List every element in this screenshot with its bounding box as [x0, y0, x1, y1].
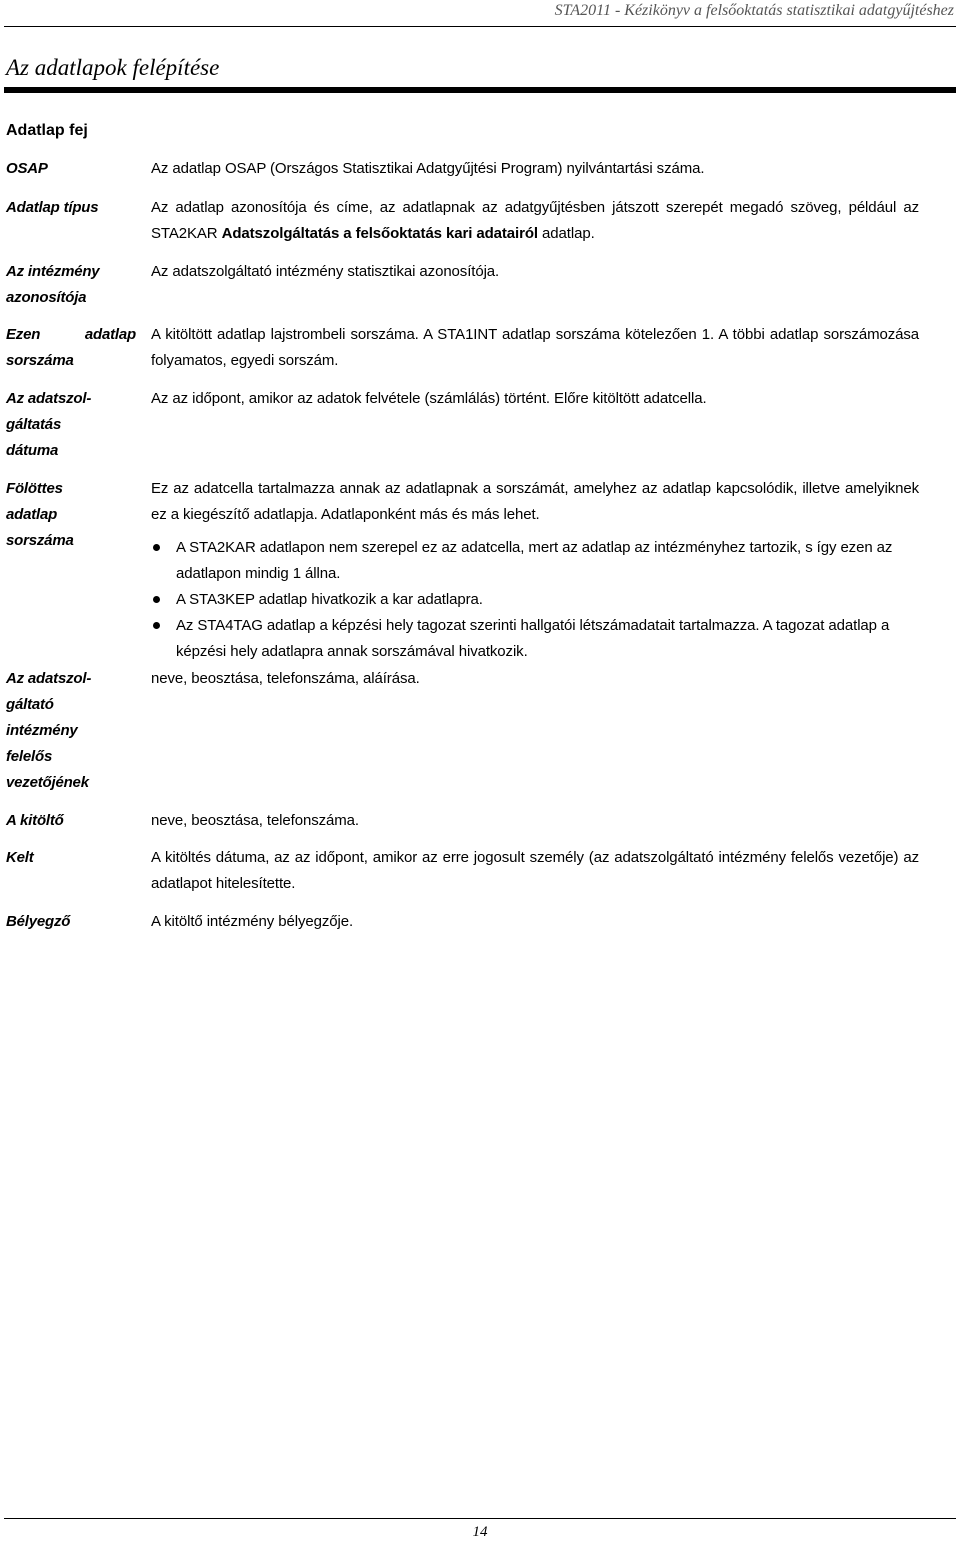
term-belyegzo: [6, 909, 136, 935]
desc-kitolto: neve, beosztása, telefonszáma.: [151, 812, 359, 829]
folottes-bullet-list: [151, 535, 919, 665]
term-kelt: [6, 845, 136, 871]
term-adatlap-tipus-label: Adatlap típus: [6, 199, 99, 216]
term-line: sorszáma: [6, 352, 74, 369]
term-line: Fölöttes: [6, 480, 63, 497]
header-divider: [4, 26, 956, 27]
term-osap-label: OSAP: [6, 160, 48, 177]
term-line: sorszáma: [6, 532, 74, 549]
desc-adatszolgaltatas-datuma: Az az időpont, amikor az adatok felvétele (számlálás) történt. Előre kitöltött adatcella.: [151, 390, 707, 407]
desc-adatlap-tipus: [151, 195, 919, 247]
term-line: Az intézmény: [6, 263, 100, 280]
term-kitolto-label: A kitöltő: [6, 812, 64, 829]
term-line: gáltatás: [6, 416, 62, 433]
title-divider: [4, 87, 956, 93]
term-line: vezetőjének: [6, 774, 89, 791]
term-line: [6, 322, 136, 348]
list-item: A STA2KAR adatlapon nem szerepel ez az adatcella, mert az adatlap az intézményhez tartozik, s így ezen az adatlapon mindig 1 állna.: [151, 535, 919, 587]
page-number: 14: [472, 1524, 488, 1540]
desc-adatlap-tipus-end: adatlap.: [537, 225, 595, 242]
running-header: STA2011 - Kézikönyv a felsőoktatás statisztikai adatgyűjtéshez: [554, 2, 954, 19]
page-title: Az adatlapok felépítése: [6, 55, 220, 80]
term-word: Ezen: [6, 326, 41, 343]
term-adatlap-sorszama: [6, 322, 136, 374]
desc-adatlap-tipus-text: Az adatlap azonosítója és címe, az adatlapnak az adatgyűjtésben játszott szerepét megadó szöveg, például az STA2KAR: [151, 199, 919, 242]
term-line: gáltató: [6, 696, 54, 713]
footer-divider: [4, 1518, 956, 1519]
term-kitolto: [6, 808, 136, 834]
section-heading: Adatlap fej: [6, 122, 88, 139]
term-felelos-vezeto: [6, 666, 136, 796]
desc-adatlap-sorszama: A kitöltött adatlap lajstrombeli sorszáma. A STA1INT adatlap sorszáma kötelezően 1. A többi adatlap sorszámozása folyamatos, egyedi sorszám.: [151, 326, 919, 369]
desc-adatlap-tipus-bold: Adatszolgáltatás a felsőoktatás kari adatairól: [221, 225, 538, 242]
term-word: adatlap: [84, 326, 136, 343]
term-line: dátuma: [6, 442, 59, 459]
term-line: adatlap: [6, 506, 58, 523]
term-kelt-label: Kelt: [6, 849, 34, 866]
list-item: A STA3KEP adatlap hivatkozik a kar adatlapra.: [151, 587, 919, 613]
desc-kelt: A kitöltés dátuma, az az időpont, amikor az erre jogosult személy (az adatszolgáltató intézmény felelős vezetője) az adatlapot hitelesítette.: [151, 849, 919, 892]
term-line: Az adatszol-: [6, 670, 92, 687]
term-folottes-adatlap: [6, 476, 136, 554]
term-belyegzo-label: Bélyegző: [6, 913, 71, 930]
desc-intezmeny-azonosito: Az adatszolgáltató intézmény statisztikai azonosítója.: [151, 263, 500, 280]
term-adatlap-tipus: [6, 195, 136, 221]
desc-osap: Az adatlap OSAP (Országos Statisztikai Adatgyűjtési Program) nyilvántartási száma.: [151, 160, 705, 177]
term-line: azonosítója: [6, 289, 87, 306]
desc-felelos-vezeto: neve, beosztása, telefonszáma, aláírása.: [151, 670, 420, 687]
term-line: felelős: [6, 748, 53, 765]
desc-belyegzo: A kitöltő intézmény bélyegzője.: [151, 913, 354, 930]
desc-folottes-adatlap: Ez az adatcella tartalmazza annak az adatlapnak a sorszámát, amelyhez az adatlap kapcsolódik, illetve amelyiknek ez a kiegészítő adatlapja. Adatlaponként más és más lehet.: [151, 480, 919, 523]
list-item: Az STA4TAG adatlap a képzési hely tagozat szerinti hallgatói létszámadatait tartalmazza. A tagozat adatlap a képzési hely adatlapra annak sorszámával hivatkozik.: [151, 613, 919, 665]
term-adatszolgaltatas-datuma: [6, 386, 136, 464]
term-osap: [6, 156, 136, 182]
term-intezmeny-azonosito: [6, 259, 136, 311]
term-line: Az adatszol-: [6, 390, 92, 407]
term-line: intézmény: [6, 722, 78, 739]
